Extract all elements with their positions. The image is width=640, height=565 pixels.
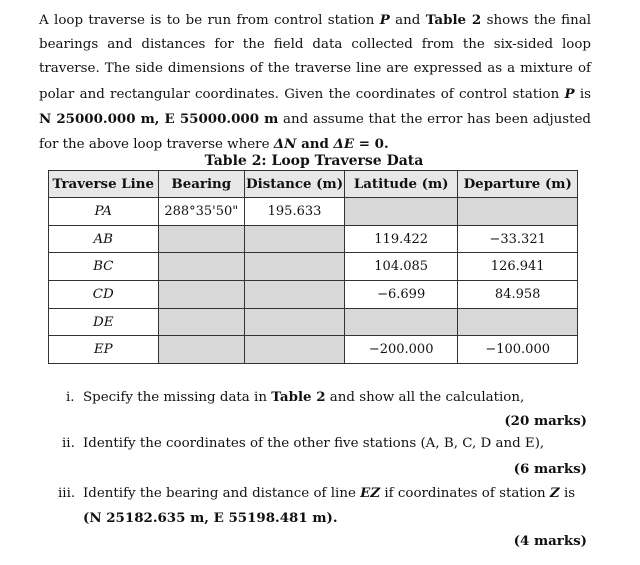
table-title (0, 153, 640, 169)
intro-text: is (574, 86, 591, 102)
traverse-line-cell: PA (49, 198, 159, 226)
question-number: i. (66, 390, 75, 405)
latitude-cell: −6.699 (344, 281, 457, 309)
column-header: Bearing (158, 171, 245, 198)
bearing-cell (158, 336, 245, 364)
station-p: P (379, 12, 390, 28)
intro-text: shows the final bearings and distances for the field data collected from the six-sided loop traverse. The side dimensions of the traverse line are expressed as a mixture of polar and rectangular coordinates. Given the coordinates of control station (39, 13, 591, 102)
traverse-line-cell: EP (49, 336, 159, 364)
delta-zero: = 0. (354, 136, 389, 153)
latitude-cell (344, 308, 457, 336)
latitude-cell: −200.000 (344, 336, 457, 364)
departure-cell (458, 198, 578, 226)
departure-cell: 126.941 (458, 253, 578, 281)
intro-text: A loop traverse is to be run from control station (39, 13, 380, 28)
distance-cell (245, 253, 345, 281)
station-z-coordinates-text: (N 25182.635 m, E 55198.481 m). (83, 510, 338, 526)
question-1 (66, 389, 524, 405)
station-p: P (564, 85, 575, 102)
distance-cell (245, 336, 345, 364)
distance-cell (245, 225, 345, 253)
bearing-cell (158, 225, 245, 253)
question-text: Identify the coordinates of the other five stations (A, B, C, D and E), (83, 436, 545, 451)
question-1-marks: (20 marks) (504, 413, 587, 429)
table-header-row (49, 171, 578, 198)
table-reference: Table 2 (271, 389, 326, 405)
line-ez: EZ (360, 485, 381, 501)
column-header: Latitude (m) (344, 171, 457, 198)
bearing-cell (158, 253, 245, 281)
delta-n: ΔN (273, 136, 297, 153)
question-3-marks: (4 marks) (513, 533, 587, 549)
table-row (49, 308, 578, 336)
question-text: if coordinates of station (380, 486, 550, 501)
table-row (49, 198, 578, 226)
bearing-cell (158, 281, 245, 309)
column-header: Traverse Line (49, 171, 159, 198)
distance-cell: 195.633 (245, 198, 345, 226)
latitude-cell: 119.422 (344, 225, 457, 253)
departure-cell (458, 308, 578, 336)
table-row (49, 336, 578, 364)
question-3 (58, 485, 575, 501)
problem-statement (39, 8, 591, 157)
traverse-table (48, 170, 578, 364)
question-text: is (559, 486, 576, 501)
distance-cell (245, 308, 345, 336)
table-row (49, 225, 578, 253)
question-2-marks: (6 marks) (513, 461, 587, 477)
question-text: Identify the bearing and distance of line (83, 486, 361, 501)
question-number: ii. (62, 436, 75, 451)
bearing-cell: 288°35'50" (158, 198, 245, 226)
column-header: Departure (m) (458, 171, 578, 198)
table-title-text: Table 2: Loop Traverse Data (204, 153, 424, 169)
column-header: Distance (m) (245, 171, 345, 198)
intro-text: and assume that the error has been adjusted for the above loop traverse where (39, 111, 591, 153)
question-number: iii. (58, 486, 76, 501)
departure-cell: 84.958 (458, 281, 578, 309)
departure-cell: −33.321 (458, 225, 578, 253)
station-z-coordinates (83, 510, 338, 526)
question-text: Specify the missing data in (83, 390, 272, 405)
table-row (49, 281, 578, 309)
station-p-coordinates: N 25000.000 m, E 55000.000 m (39, 110, 279, 127)
latitude-cell (344, 198, 457, 226)
traverse-line-cell: CD (49, 281, 159, 309)
latitude-cell: 104.085 (344, 253, 457, 281)
delta-e: ΔE (333, 136, 355, 153)
question-text: and show all the calculation, (325, 390, 525, 405)
departure-cell: −100.000 (458, 336, 578, 364)
distance-cell (245, 281, 345, 309)
intro-and: and (296, 136, 334, 153)
question-2 (62, 436, 544, 451)
bearing-cell (158, 308, 245, 336)
intro-text: and (389, 13, 426, 28)
traverse-line-cell: DE (49, 308, 159, 336)
table-reference: Table 2 (425, 12, 482, 28)
table-row (49, 253, 578, 281)
traverse-line-cell: BC (49, 253, 159, 281)
traverse-line-cell: AB (49, 225, 159, 253)
station-z: Z (549, 485, 560, 501)
